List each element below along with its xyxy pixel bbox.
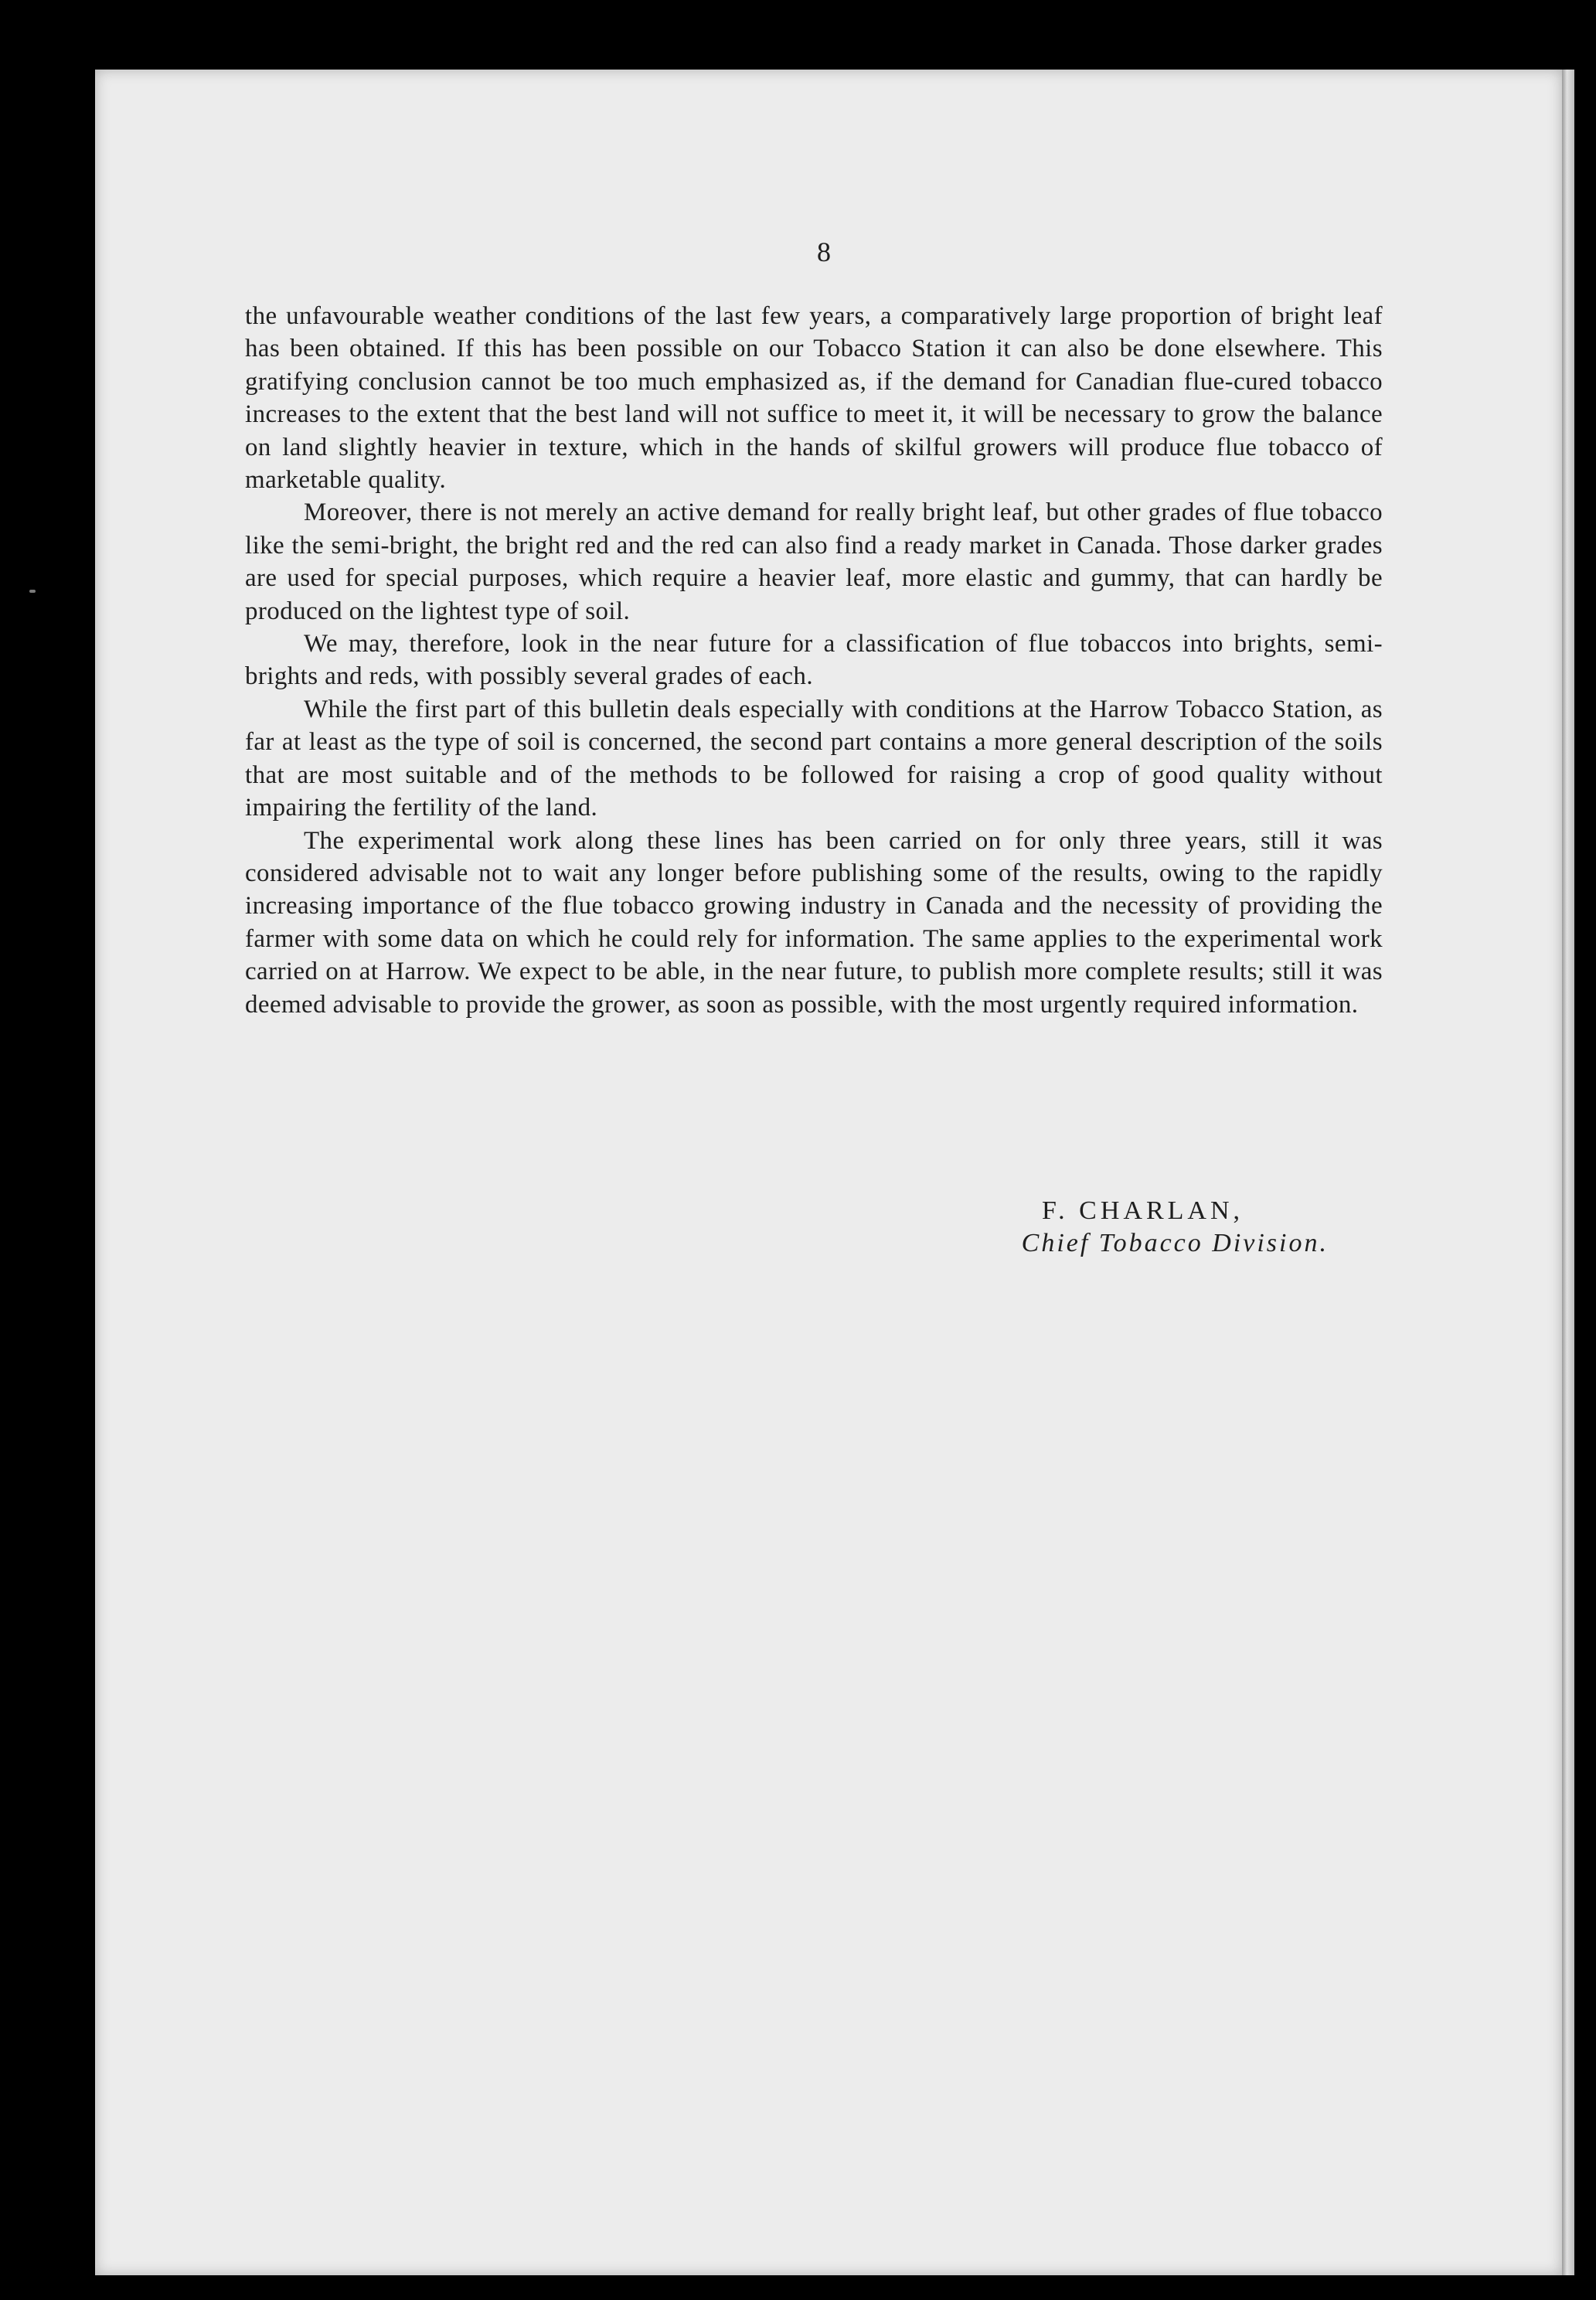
- signature-block: [95, 1195, 1329, 1260]
- signature-name: F. CHARLAN,: [1041, 1196, 1244, 1225]
- paragraph-continuation: the unfavourable weather conditions of the last few years, a comparatively large proportion of bright leaf has been obtained. If this has been possible on our Tobacco Station it can also be done elsewhere. This gratifying conclusion cannot be too much emphasized as, if the demand for Canadian flue-cured tobacco increases to the extent that the best land will not suffice to meet it, it will be necessary to grow the balance on land slightly heavier in texture, which in the hands of skilful growers will produce flue tobacco of marketable quality.: [245, 302, 1383, 495]
- scan-speck: [29, 590, 36, 593]
- paragraph-grades: Moreover, there is not merely an active demand for really bright leaf, but other grades of flue tobacco like the semi-bright, the bright red and the red can also find a ready market in Canada. Those darker grades are used for special purposes, which require a heavier leaf, more elastic and gummy, that can hardly be produced on the lightest type of soil.: [245, 498, 1383, 625]
- signature-title: Chief Tobacco Division.: [1021, 1229, 1329, 1257]
- body-text: [245, 300, 1383, 1021]
- paragraph-classification: We may, therefore, look in the near future for a classification of flue tobaccos into brights, semi-brights and reds, with possibly several grades of each.: [245, 630, 1383, 691]
- paragraph-bulletin-parts: While the first part of this bulletin deals especially with conditions at the Harrow Tobacco Station, as far at least as the type of soil is concerned, the second part contains a more general description of the soils that are most suitable and of the methods to be followed for raising a crop of good quality without impairing the fertility of the land.: [245, 695, 1383, 822]
- document-page: [95, 70, 1562, 2275]
- page-edge: [1562, 70, 1574, 2275]
- page-number: 8: [817, 236, 831, 267]
- paragraph-experimental-work: The experimental work along these lines has been carried on for only three years, still it was considered advisable not to wait any longer before publishing some of the results, owing to the rapidly increasing importance of the flue tobacco growing industry in Canada and the necessity of providing the farmer with some data on which he could rely for information. The same applies to the experimental work carried on at Harrow. We expect to be able, in the near future, to publish more complete results; still it was deemed advisable to provide the grower, as soon as possible, with the most urgently required information.: [245, 826, 1383, 1019]
